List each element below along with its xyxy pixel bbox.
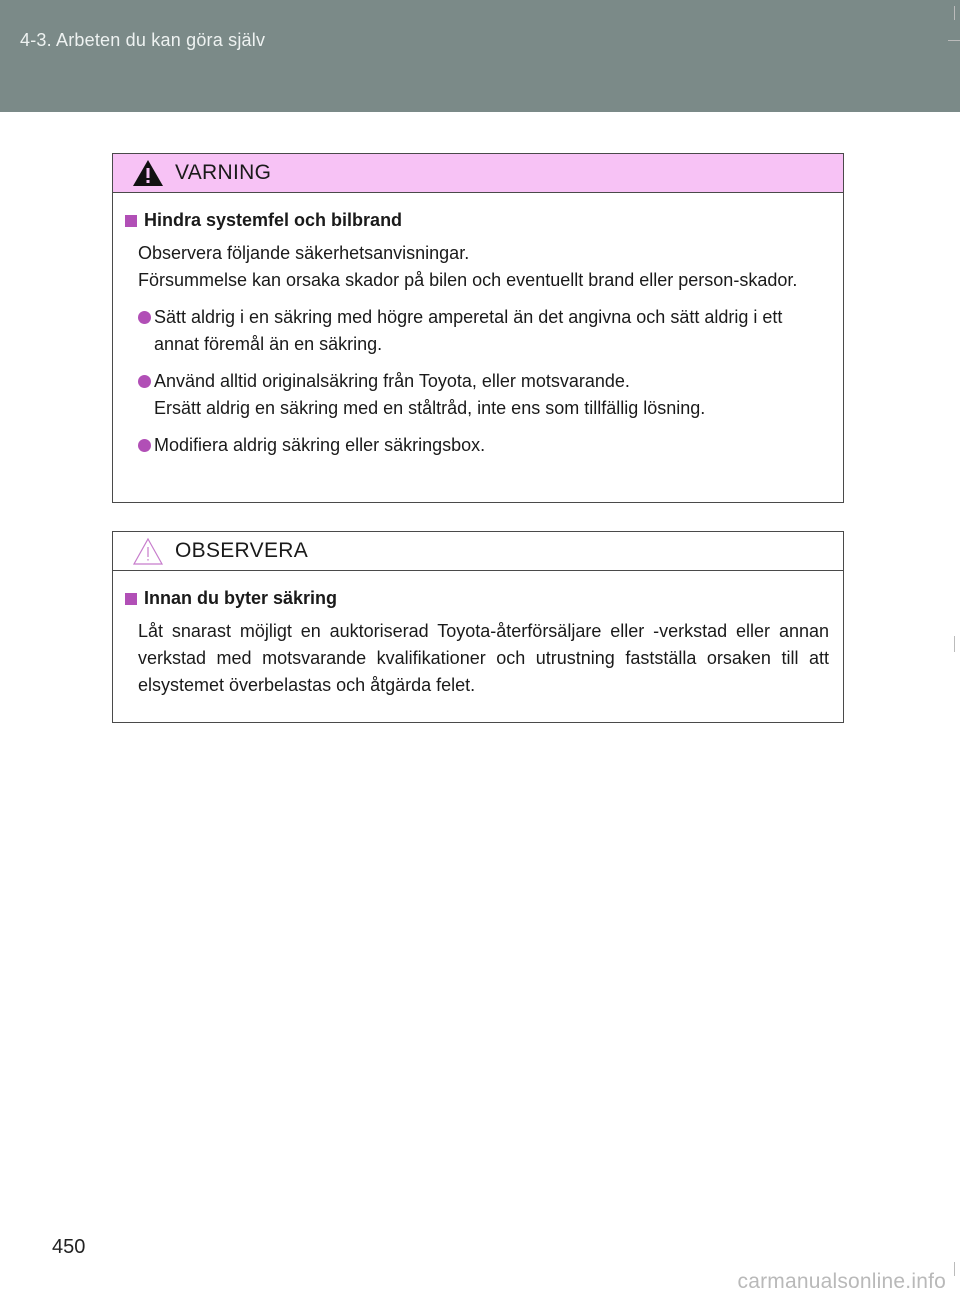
warning-heading-text: Hindra systemfel och bilbrand <box>144 210 403 230</box>
notice-label: OBSERVERA <box>175 539 309 562</box>
list-item-line: Ersätt aldrig en säkring med en ståltråd, inte ens som tillfällig lösning. <box>154 398 706 418</box>
header-band <box>0 0 960 112</box>
notice-box-header <box>113 532 843 571</box>
crop-mark <box>954 6 955 20</box>
notice-heading <box>125 585 829 612</box>
round-bullet-icon <box>138 439 151 452</box>
list-item <box>125 432 829 459</box>
section-title: 4-3. Arbeten du kan göra själv <box>20 30 266 50</box>
warning-box-body <box>113 193 843 459</box>
warning-intro <box>125 240 829 294</box>
list-item-text: Modifiera aldrig säkring eller säkringsbox. <box>154 435 486 455</box>
crop-mark <box>948 40 960 41</box>
list-item <box>125 304 829 358</box>
square-bullet-icon <box>125 215 137 227</box>
crop-mark <box>954 636 955 652</box>
warning-heading <box>125 207 829 234</box>
round-bullet-icon <box>138 375 151 388</box>
square-bullet-icon <box>125 593 137 605</box>
warning-intro-line: Försummelse kan orsaka skador på bilen och eventuellt brand eller person-skador. <box>138 270 798 290</box>
list-item-line: Använd alltid originalsäkring från Toyota, eller motsvarande. <box>154 371 630 391</box>
warning-box-header <box>113 154 843 193</box>
warning-label: VARNING <box>175 161 272 184</box>
list-item <box>125 368 829 422</box>
notice-text: Låt snarast möjligt en auktoriserad Toyota-återförsäljare eller -verkstad eller annan verkstad med motsvarande kvalifikationer och utrustning fastställa orsaken till att elsystemet överbelastas och åtgärda felet. <box>138 621 829 695</box>
page-number: 450 <box>52 1236 86 1258</box>
notice-heading-text: Innan du byter säkring <box>144 588 338 608</box>
notice-box-body <box>113 571 843 699</box>
warning-triangle-outline-icon <box>131 536 165 566</box>
warning-intro-line: Observera följande säkerhetsanvisningar. <box>138 243 470 263</box>
crop-mark <box>954 1262 955 1276</box>
list-item-text: Sätt aldrig i en säkring med högre amperetal än det angivna och sätt aldrig i ett annat föremål än en säkring. <box>154 307 783 354</box>
warning-triangle-filled-icon <box>131 158 165 188</box>
list-item-text <box>154 368 829 422</box>
warning-box <box>112 153 844 503</box>
notice-box <box>112 531 844 723</box>
round-bullet-icon <box>138 311 151 324</box>
watermark: carmanualsonline.info <box>737 1270 946 1293</box>
